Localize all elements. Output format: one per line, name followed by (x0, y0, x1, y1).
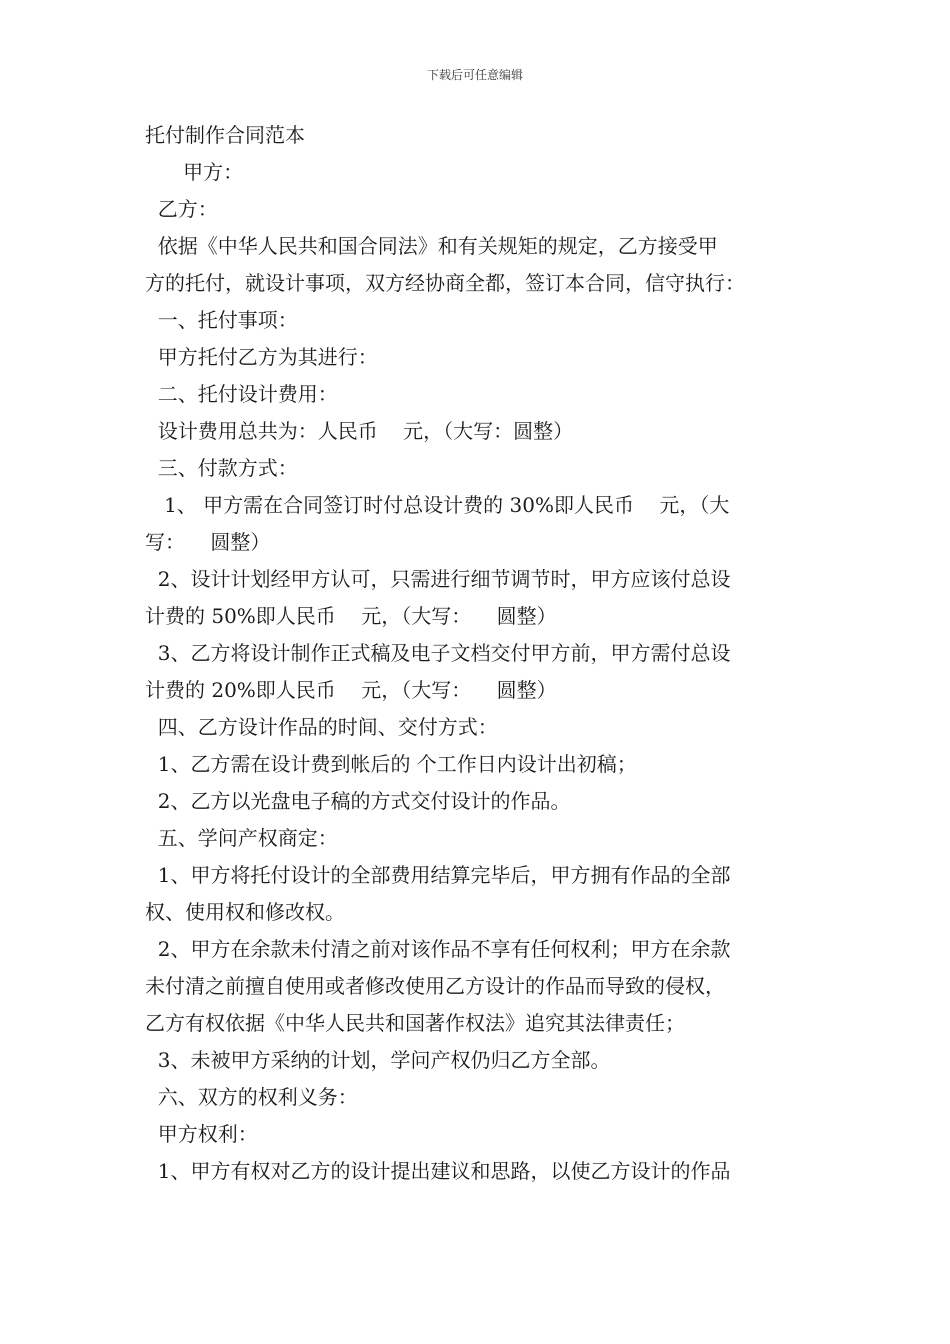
text-line: 甲方权利： (145, 1122, 258, 1146)
text-line: 方的托付，就设计事项，双方经协商全都，签订本合同，信守执行： (145, 271, 745, 295)
text-line: 二、托付设计费用： (145, 382, 338, 406)
text-line: 五、学问产权商定： (145, 826, 338, 850)
text-line: 甲方托付乙方为其进行： (145, 345, 378, 369)
text-line: 2、甲方在余款未付清之前对该作品不享有任何权利；甲方在余款 (145, 937, 731, 961)
text-line: 计费的 20%即人民币 元，（大写： 圆整） (145, 678, 557, 702)
text-line: 甲方： (145, 160, 244, 184)
document-title: 托付制作合同范本 (145, 123, 305, 147)
text-line: 一、托付事项： (145, 308, 298, 332)
text-line: 1、甲方将托付设计的全部费用结算完毕后，甲方拥有作品的全部 (145, 863, 731, 887)
text-line: 1、甲方有权对乙方的设计提出建议和思路，以使乙方设计的作品 (145, 1159, 731, 1183)
text-line: 四、乙方设计作品的时间、交付方式： (145, 715, 498, 739)
text-line: 1、乙方需在设计费到帐后的 个工作日内设计出初稿； (145, 752, 637, 776)
text-line: 未付清之前擅自使用或者修改使用乙方设计的作品而导致的侵权， (145, 974, 725, 998)
page-header: 下载后可任意编辑 (426, 68, 523, 82)
text-line: 3、未被甲方采纳的计划，学问产权仍归乙方全部。 (145, 1048, 611, 1072)
text-line: 2、乙方以光盘电子稿的方式交付设计的作品。 (145, 789, 571, 813)
text-line: 写： 圆整） (145, 530, 271, 554)
text-line: 计费的 50%即人民币 元，（大写： 圆整） (145, 604, 557, 628)
text-line: 设计费用总共为：人民币 元，（大写：圆整） (145, 419, 574, 443)
text-line: 乙方有权依据《中华人民共和国著作权法》追究其法律责任； (145, 1011, 685, 1035)
text-line: 三、付款方式： (145, 456, 298, 480)
text-line: 3、乙方将设计制作正式稿及电子文档交付甲方前，甲方需付总设 (145, 641, 731, 665)
text-line: 1、 甲方需在合同签订时付总设计费的 30%即人民币 元，（大 (145, 493, 730, 517)
text-line: 2、设计计划经甲方认可，只需进行细节调节时，甲方应该付总设 (145, 567, 731, 591)
text-line: 乙方： (145, 197, 218, 221)
text-line: 权、使用权和修改权。 (145, 900, 345, 924)
document-body (145, 117, 810, 1190)
text-line: 依据《中华人民共和国合同法》和有关规矩的规定，乙方接受甲 (145, 234, 718, 258)
text-line: 六、双方的权利义务： (145, 1085, 358, 1109)
